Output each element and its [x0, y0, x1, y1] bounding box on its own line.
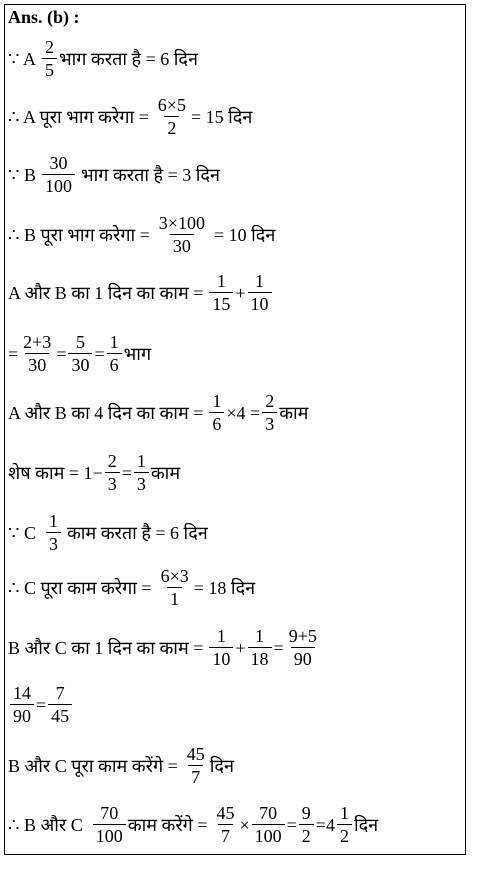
line3-numerator: 30: [49, 153, 68, 173]
line4-denominator: 30: [170, 234, 194, 255]
line6-numerator-2: 5: [75, 332, 85, 352]
line9-numerator: 1: [48, 511, 58, 531]
line7-pre: A और B का 4 दिन का काम =: [8, 402, 204, 423]
line11-fraction-1: [209, 627, 233, 668]
line9-pre: ∵ C: [8, 522, 36, 543]
line14-fraction-3: [252, 804, 285, 845]
line8-numerator-2: 1: [136, 451, 146, 471]
line5-denominator-2: 10: [248, 292, 272, 313]
line7-fraction-2: [262, 392, 277, 433]
line13-fraction: [184, 745, 208, 786]
line11-denominator-3: 90: [291, 647, 315, 668]
line1-pre: ∵ A: [8, 48, 36, 69]
line12-fraction-2: [48, 684, 72, 725]
line2-denominator: 2: [164, 116, 179, 137]
line14-denominator-1: 100: [93, 824, 126, 845]
line14-eq-1: =: [286, 814, 297, 835]
line10-pre: ∴ C पूरा काम करेगा =: [8, 577, 152, 598]
solution-line-10: [8, 567, 255, 608]
line8-pre: शेष काम = 1−: [8, 462, 103, 483]
line5-fraction-1: [209, 272, 233, 313]
line8-denominator-1: 3: [105, 472, 120, 493]
solution-line-4: [8, 214, 275, 255]
line10-numerator: 6×3: [160, 566, 189, 586]
line12-denominator-2: 45: [48, 704, 72, 725]
solution-line-3: [8, 154, 220, 195]
line5-pre: A और B का 1 दिन का काम =: [8, 282, 204, 303]
line7-fraction-1: [209, 392, 224, 433]
answer-header-text: Ans. (b) :: [8, 7, 80, 27]
line6-eq-2: =: [56, 343, 67, 364]
line14-numerator-2: 45: [216, 803, 235, 823]
line7-mid: ×4 =: [226, 402, 261, 423]
line6-denominator-1: 30: [25, 353, 49, 374]
line12-numerator-2: 7: [55, 683, 65, 703]
solution-line-5: [8, 272, 274, 313]
line11-eq: =: [273, 637, 284, 658]
line11-pre: B और C का 1 दिन का काम =: [8, 637, 204, 658]
line5-numerator-1: 1: [216, 271, 226, 291]
line12-fraction-1: [10, 684, 34, 725]
line13-numerator: 45: [186, 744, 205, 764]
line14-whole: 4: [325, 814, 335, 835]
solution-line-9: [8, 512, 208, 553]
line6-eq-3: =: [94, 343, 105, 364]
line14-denominator-5: 2: [337, 824, 352, 845]
line7-numerator-1: 1: [212, 391, 222, 411]
line8-eq: =: [121, 462, 132, 483]
line4-fraction: [156, 214, 208, 255]
line11-numerator-2: 1: [255, 626, 265, 646]
line5-fraction-2: [248, 272, 272, 313]
line8-fraction-1: [105, 452, 120, 493]
line13-denominator: 7: [188, 765, 203, 786]
line8-post: काम: [150, 462, 181, 483]
solution-line-12: [8, 684, 74, 725]
line6-denominator-2: 30: [68, 353, 92, 374]
line13-pre: B और C पूरा काम करेंगे =: [8, 755, 178, 776]
line8-fraction-2: [134, 452, 149, 493]
line5-numerator-2: 1: [255, 271, 265, 291]
line6-post: भाग: [123, 343, 152, 364]
line8-denominator-2: 3: [134, 472, 149, 493]
line3-denominator: 100: [42, 174, 75, 195]
solution-line-11: [8, 627, 322, 668]
solution-line-14: [8, 804, 378, 845]
line14-denominator-4: 2: [299, 824, 314, 845]
line8-numerator-1: 2: [107, 451, 117, 471]
solution-line-1: [8, 38, 198, 79]
line14-numerator-3: 70: [259, 803, 278, 823]
line14-operator: ×: [239, 814, 250, 835]
line5-denominator-1: 15: [209, 292, 233, 313]
line14-fraction-5: [337, 804, 352, 845]
line14-fraction-2: [213, 804, 237, 845]
line14-pre: ∴ B और C: [8, 814, 83, 835]
line14-numerator-4: 9: [301, 803, 311, 823]
line2-post: = 15 दिन: [190, 106, 253, 127]
line12-numerator-1: 14: [13, 683, 31, 703]
line10-fraction: [158, 567, 192, 608]
line2-fraction: [155, 96, 189, 137]
answer-header: [8, 8, 80, 26]
line7-numerator-2: 2: [265, 391, 275, 411]
line2-numerator: 6×5: [157, 95, 186, 115]
line3-post: भाग करता है = 3 दिन: [80, 164, 220, 185]
line6-denominator-3: 6: [107, 353, 122, 374]
line2-pre: ∴ A पूरा भाग करेगा =: [8, 106, 149, 127]
line6-eq: =: [8, 343, 19, 364]
line11-operator: +: [235, 637, 246, 658]
line6-numerator-1: 2+3: [23, 332, 52, 352]
line14-post: दिन: [353, 814, 379, 835]
line11-denominator-1: 10: [209, 647, 233, 668]
solution-line-8: [8, 452, 180, 493]
solution-line-6: [8, 333, 151, 374]
line9-fraction: [46, 512, 61, 553]
line1-post: भाग करता है = 6 दिन: [58, 48, 198, 69]
line14-fraction-4: [299, 804, 314, 845]
solution-line-2: [8, 96, 252, 137]
line14-mid: काम करेंगे =: [127, 814, 208, 835]
solution-line-13: [8, 745, 234, 786]
line12-eq: =: [36, 694, 47, 715]
line4-pre: ∴ B पूरा भाग करेगा =: [8, 224, 150, 245]
line6-fraction-3: [107, 333, 122, 374]
line5-operator: +: [235, 282, 246, 303]
line1-numerator: 2: [44, 37, 54, 57]
line12-denominator-1: 90: [10, 704, 34, 725]
line11-fraction-3: [286, 627, 320, 668]
line14-denominator-2: 7: [218, 824, 233, 845]
line1-denominator: 5: [42, 58, 57, 79]
line7-denominator-1: 6: [209, 412, 224, 433]
line6-fraction-1: [20, 333, 54, 374]
line4-numerator: 3×100: [158, 213, 205, 233]
line7-post: काम: [279, 402, 309, 423]
line13-post: दिन: [209, 755, 234, 776]
line3-fraction: [42, 154, 75, 195]
line6-numerator-3: 1: [109, 332, 119, 352]
line9-post: काम करता है = 6 दिन: [66, 522, 208, 543]
line9-denominator: 3: [46, 532, 61, 553]
line10-denominator: 1: [167, 587, 182, 608]
line7-denominator-2: 3: [262, 412, 277, 433]
line14-denominator-3: 100: [252, 824, 285, 845]
line11-numerator-3: 9+5: [288, 626, 317, 646]
line1-fraction: [42, 38, 57, 79]
line14-eq-2: =: [315, 814, 326, 835]
line11-denominator-2: 18: [248, 647, 272, 668]
line14-numerator-5: 1: [339, 803, 349, 823]
line11-numerator-1: 1: [216, 626, 226, 646]
line11-fraction-2: [248, 627, 272, 668]
line6-fraction-2: [68, 333, 92, 374]
line14-fraction-1: [93, 804, 126, 845]
line3-pre: ∵ B: [8, 164, 36, 185]
line4-post: = 10 दिन: [213, 224, 276, 245]
line10-post: = 18 दिन: [193, 577, 256, 598]
solution-line-7: [8, 392, 308, 433]
line14-numerator-1: 70: [100, 803, 119, 823]
